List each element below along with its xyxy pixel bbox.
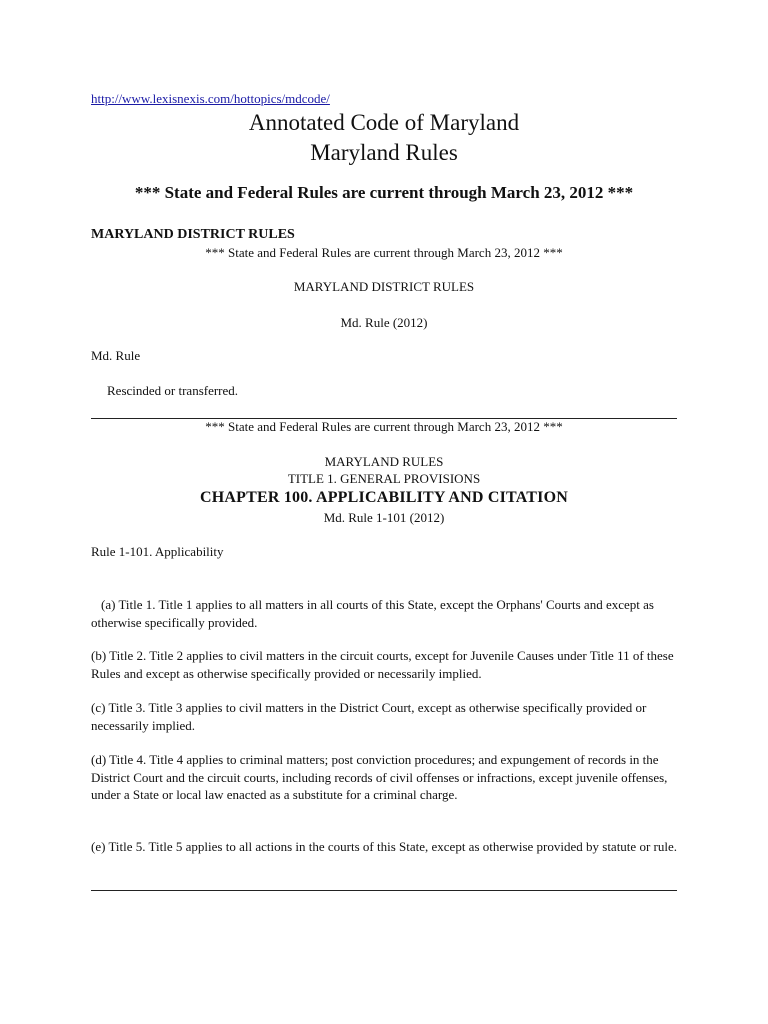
source-link[interactable]: http://www.lexisnexis.com/hottopics/mdcode/: [91, 91, 330, 106]
district-rules-heading: MARYLAND DISTRICT RULES: [293, 279, 475, 294]
district-citation: Md. Rule (2012): [340, 315, 428, 330]
rule-paragraph-e: (e) Title 5. Title 5 applies to all actions in the courts of this State, except as otherwise provided by statute or rule.: [91, 839, 677, 854]
currency-notice-header: *** State and Federal Rules are current through March 23, 2012 ***: [134, 183, 634, 202]
document-subtitle: Maryland Rules: [310, 140, 458, 165]
rules-heading: MARYLAND RULES: [324, 454, 444, 469]
district-rule-label: Md. Rule: [91, 348, 141, 363]
rule-paragraph-d: (d) Title 4. Title 4 applies to criminal matters; post conviction procedures; and expungement of records in the District Court and the circuit courts, including records of civil offenses or infractions, except juvenile offenses, under a State or local law enacted as a substitute for a criminal charge.: [91, 752, 668, 802]
rule-paragraph-b: (b) Title 2. Title 2 applies to civil matters in the circuit courts, except for Juvenile Causes under Title 11 of these Rules and except as otherwise specifically provided or necessarily implied.: [91, 648, 674, 681]
rule-paragraph-a: (a) Title 1. Title 1 applies to all matters in all courts of this State, except the Orphans' Courts and except as otherwise specifically provided.: [91, 597, 654, 630]
bottom-divider: [91, 890, 677, 891]
rules-chapter-heading: CHAPTER 100. APPLICABILITY AND CITATION: [200, 489, 568, 506]
document-title: Annotated Code of Maryland: [248, 110, 520, 135]
rules-citation: Md. Rule 1-101 (2012): [323, 510, 445, 525]
district-currency-notice: *** State and Federal Rules are current through March 23, 2012 ***: [205, 245, 563, 260]
district-rules-heading-bold: MARYLAND DISTRICT RULES: [91, 227, 295, 242]
rules-currency-notice: *** State and Federal Rules are current through March 23, 2012 ***: [205, 419, 563, 434]
rules-title: TITLE 1. GENERAL PROVISIONS: [287, 471, 481, 486]
rule-heading: Rule 1-101. Applicability: [91, 544, 224, 559]
rule-paragraph-c: (c) Title 3. Title 3 applies to civil matters in the District Court, except as otherwise specifically provided or necessarily implied.: [91, 700, 647, 733]
district-rule-status: Rescinded or transferred.: [107, 383, 239, 398]
